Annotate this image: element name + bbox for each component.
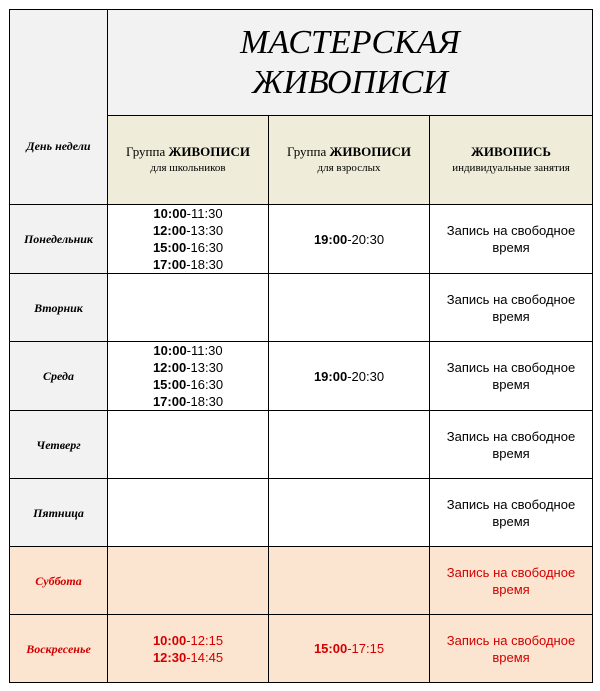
time-slot: [108, 393, 268, 410]
school-slots-cell: [108, 411, 269, 479]
school-slots-cell: [108, 615, 269, 683]
school-slots-cell: [108, 205, 269, 274]
schedule-table: [9, 9, 593, 683]
group-prefix: Группа: [287, 144, 330, 159]
group-prefix: Группа: [126, 144, 169, 159]
school-slots-cell: [108, 479, 269, 547]
slot-start: 19:00: [313, 231, 348, 247]
individual-cell: [430, 274, 593, 342]
group-name: ЖИВОПИСЬ: [471, 144, 551, 159]
group-header-school: [108, 116, 269, 205]
time-slot: [269, 368, 429, 385]
group-header-individual: [430, 116, 593, 205]
day-row: [10, 615, 593, 683]
individual-note: Запись на свободное время: [446, 496, 576, 529]
slot-end: -13:30: [186, 360, 224, 375]
time-slot: [108, 239, 268, 256]
group-subtitle: для взрослых: [317, 162, 381, 174]
slot-end: -17:15: [347, 641, 385, 656]
slot-start: 15:00: [152, 240, 187, 255]
day-name-cell: [10, 205, 108, 274]
individual-cell: [430, 205, 593, 274]
slot-end: -20:30: [347, 368, 385, 384]
adult-slots-cell: [269, 479, 430, 547]
slot-start: 12:00: [152, 360, 187, 375]
slot-end: -12:15: [186, 632, 224, 648]
day-column-label: День недели: [26, 138, 91, 153]
time-slot: [108, 376, 268, 393]
day-name: Суббота: [35, 573, 82, 588]
slot-end: -18:30: [186, 257, 224, 272]
time-slot: [108, 632, 268, 649]
slot-end: -13:30: [186, 223, 224, 238]
slot-start: 12:30: [152, 649, 187, 665]
slot-end: -11:30: [186, 343, 223, 358]
day-name: Вторник: [34, 300, 83, 315]
group-subtitle: индивидуальные занятия: [452, 162, 570, 174]
school-slots-cell: [108, 342, 269, 411]
time-slot: [108, 222, 268, 239]
day-row: [10, 205, 593, 274]
day-name-cell: [10, 274, 108, 342]
individual-note: Запись на свободное время: [446, 360, 576, 392]
time-slot: [108, 256, 268, 273]
day-name-cell: [10, 547, 108, 615]
individual-note: Запись на свободное время: [446, 223, 576, 255]
day-name: Понедельник: [23, 232, 94, 246]
slot-start: 10:00: [152, 632, 187, 648]
day-row: [10, 547, 593, 615]
page-title: [108, 10, 593, 116]
time-slot: [108, 359, 268, 376]
adult-slots-cell: [269, 205, 430, 274]
day-name: Среда: [43, 369, 74, 383]
adult-slots-cell: [269, 274, 430, 342]
day-name: Воскресенье: [26, 641, 91, 656]
individual-cell: [430, 615, 593, 683]
adult-slots-cell: [269, 615, 430, 683]
day-row: [10, 274, 593, 342]
slot-start: 15:00: [152, 377, 187, 392]
title-line-1: МАСТЕРСКАЯ: [240, 23, 460, 61]
adult-slots-cell: [269, 342, 430, 411]
title-line-2: ЖИВОПИСИ: [252, 63, 448, 101]
slot-end: -18:30: [186, 394, 224, 409]
day-row: [10, 411, 593, 479]
slot-start: 10:00: [153, 343, 187, 358]
day-name-cell: [10, 615, 108, 683]
group-subtitle: для школьников: [150, 162, 226, 174]
adult-slots-cell: [269, 411, 430, 479]
slot-start: 12:00: [152, 223, 187, 238]
individual-note: Запись на свободное время: [446, 564, 576, 597]
group-name: ЖИВОПИСИ: [329, 144, 411, 159]
slot-end: -14:45: [186, 649, 224, 665]
day-name-cell: [10, 479, 108, 547]
slot-start: 17:00: [152, 257, 187, 272]
day-column-header: [10, 10, 108, 205]
individual-cell: [430, 479, 593, 547]
slot-start: 10:00: [153, 206, 187, 221]
slot-start: 17:00: [152, 394, 187, 409]
individual-note: Запись на свободное время: [446, 632, 576, 665]
time-slot: [108, 205, 268, 222]
day-name-cell: [10, 342, 108, 411]
day-row: [10, 479, 593, 547]
time-slot: [108, 649, 268, 666]
day-row: [10, 342, 593, 411]
individual-cell: [430, 411, 593, 479]
time-slot: [269, 231, 429, 248]
time-slot: [108, 342, 268, 359]
day-name: Пятница: [33, 505, 84, 520]
slot-end: -11:30: [186, 206, 223, 221]
individual-note: Запись на свободное время: [446, 291, 576, 324]
individual-note: Запись на свободное время: [446, 428, 576, 461]
adult-slots-cell: [269, 547, 430, 615]
slot-start: 19:00: [313, 368, 348, 384]
individual-cell: [430, 342, 593, 411]
slot-end: -16:30: [186, 240, 224, 255]
group-name: ЖИВОПИСИ: [168, 144, 250, 159]
day-name-cell: [10, 411, 108, 479]
school-slots-cell: [108, 274, 269, 342]
slot-end: -16:30: [186, 377, 224, 392]
slot-end: -20:30: [347, 231, 385, 247]
day-name: Четверг: [36, 437, 81, 452]
individual-cell: [430, 547, 593, 615]
school-slots-cell: [108, 547, 269, 615]
time-slot: [269, 640, 429, 657]
slot-start: 15:00: [313, 641, 348, 656]
group-header-adult: [269, 116, 430, 205]
day-rows: [10, 205, 593, 683]
